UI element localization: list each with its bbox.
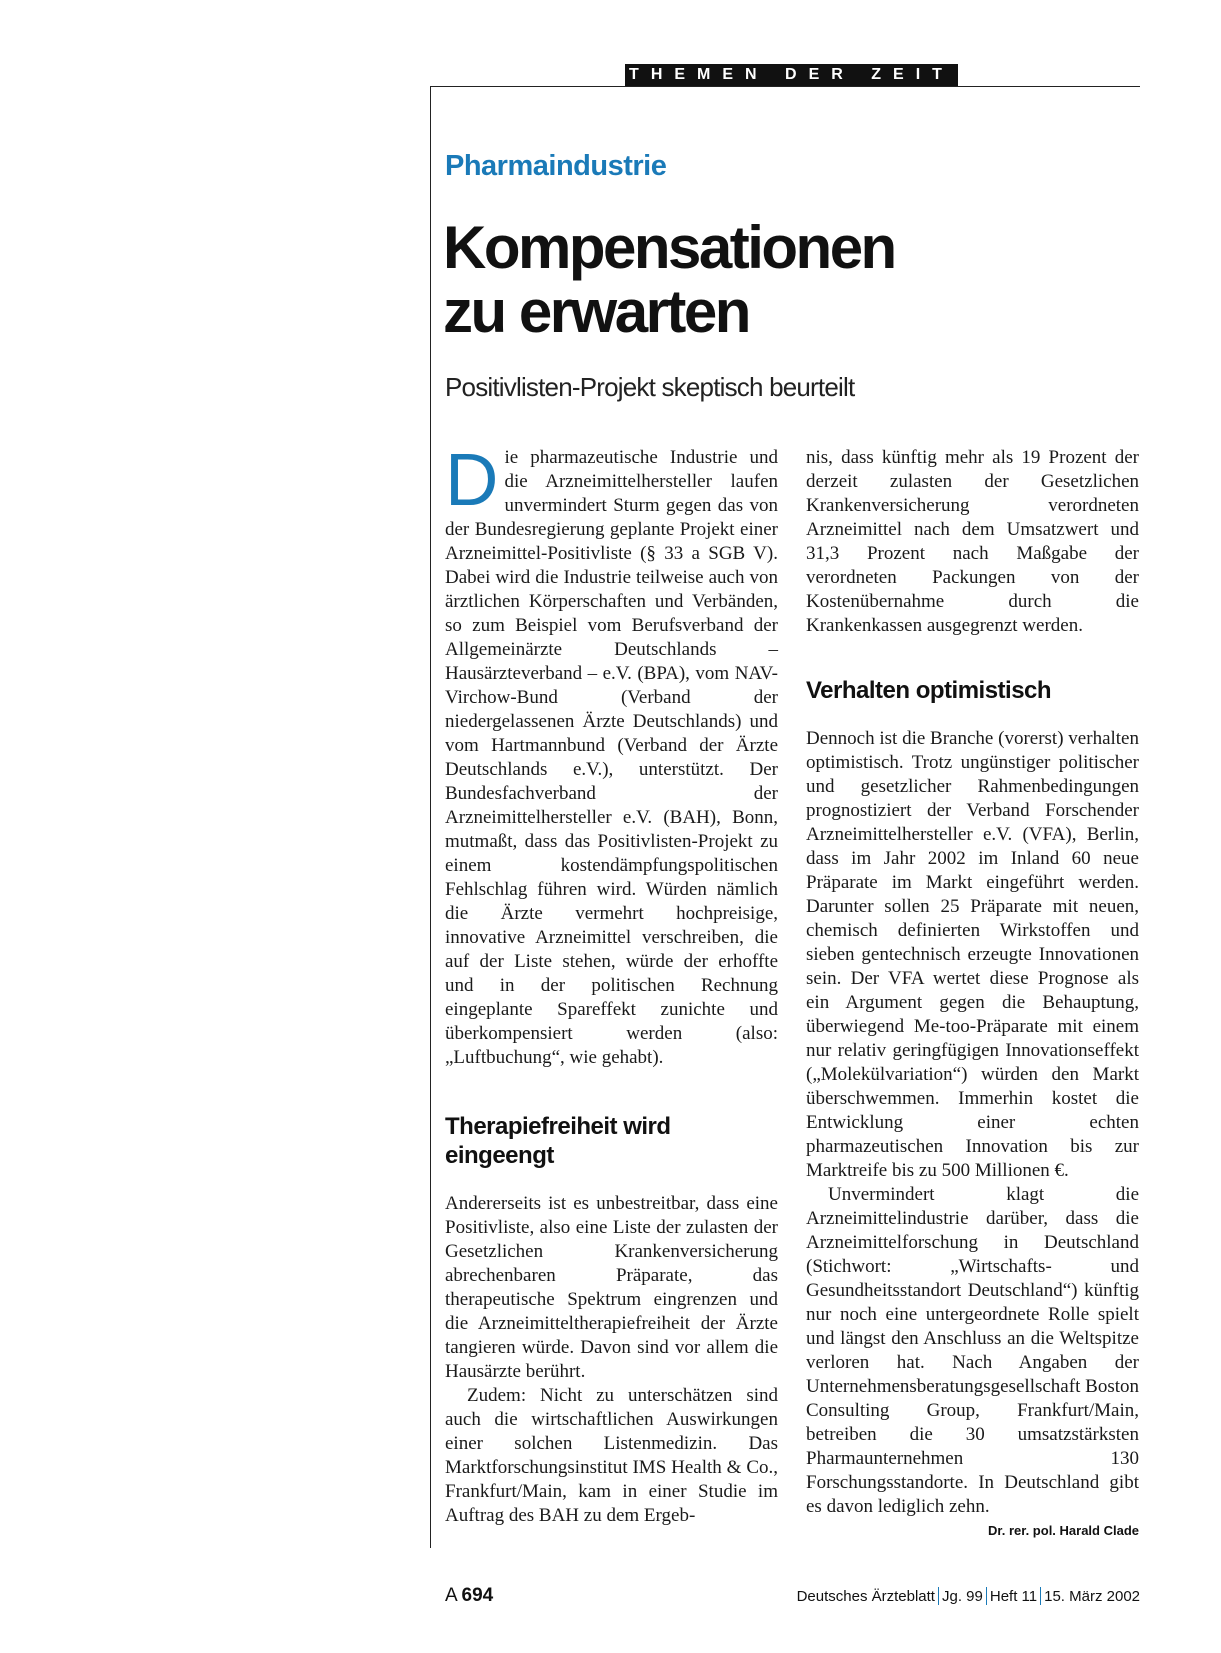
journal-volume: Jg. 99 (941, 1588, 983, 1605)
header-rule (430, 86, 1140, 87)
paragraph: Dennoch ist die Branche (vorerst) verhalten optimistisch. Trotz ungünstiger politischer und gesetzlicher Rahmenbedingungen prognostiziert der Verband Forschender Arzneimittelhersteller e.V. (VFA), Berlin, dass im Jahr 2002 im Inland 60 neue Präparate im Markt eingeführt werden. Darunter sollen 25 Präparate mit neuen, chemisch definierten Wirkstoffen und sieben gentechnisch erzeugte Innovationen sein. Der VFA wertet diese Prognose als ein Argument gegen die Behauptung, überwiegend Me-too-Präparate mit einem nur relativ geringfügigen Innovationseffekt („Molekülvariation“) würden den Markt überschwemmen. Immerhin kostet die Entwicklung einer echten pharmazeutischen Innovation bis zur Marktreife bis zu 500 Millionen €. (806, 728, 1139, 1181)
separator (1040, 1587, 1041, 1605)
column-rule (430, 86, 431, 1548)
paragraph-text: ie pharmazeutische Industrie und die Arzneimittelhersteller laufen unvermindert Sturm gegen das von der Bundesregierung geplante Projekt einer Arzneimittel-Positivliste (§ 33 a SGB V). Dabei wird die Industrie teilweise auch von ärztlichen Körperschaften und Verbänden, so zum Beispiel vom Berufsverband der Allgemeinärzte Deutschlands – Hausärzteverband – e.V. (BPA), vom NAV-Virchow-Bund (Verband der niedergelassenen Ärzte Deutschlands) und vom Hartmannbund (Verband der Ärzte Deutschlands e.V.), unterstützt. Der Bundesfachverband der Arzneimittelhersteller e.V. (BAH), Bonn, mutmaßt, dass das Positivlisten-Projekt zu einem kostendämpfungspolitischen Fehlschlag führen wird. Würden nämlich die Ärzte vermehrt hochpreisige, innovative Arzneimittel verschreiben, die auf der Liste stehen, würde der erhoffte und in der politischen Rechnung eingeplante Spareffekt zunichte und überkompensiert werden (also: „Luftbuchung“, wie gehabt). (445, 447, 778, 1068)
subheading: Therapiefreiheit wird eingeengt (445, 1113, 671, 1169)
page-prefix: A (445, 1585, 458, 1606)
journal-info (797, 1587, 1140, 1605)
headline-line-1: Kompensationen (443, 214, 895, 281)
paragraph-continued: nis, dass künftig mehr als 19 Prozent der derzeit zulasten der Gesetzlichen Krankenversicherung verordneten Arzneimittel nach dem Umsatzwert und 31,3 Prozent nach Maßgabe der verordneten Packungen von der Kostenübernahme durch die Krankenkassen ausgegrenzt werden. (806, 447, 1139, 636)
paragraph-text: Unvermindert klagt die Arzneimittelindustrie darüber, dass die Arzneimittelforschung in Deutschland (Stichwort: „Wirtschafts- und Gesundheitsstandort Deutschland“) künftig nur noch eine untergeordnete Rolle spielt und längst den Anschluss an die Weltspitze verloren hat. Nach Angaben der Unternehmensberatungsgesellschaft Boston Consulting Group, Frankfurt/Main, betreiben die 30 umsatzstärksten Pharmaunternehmen 130 Forschungsstandorte. In Deutschland gibt es davon lediglich zehn. (806, 1184, 1139, 1517)
journal-issue: Heft 11 (989, 1588, 1038, 1605)
section-tag: THEMEN DER ZEIT (625, 64, 958, 86)
paragraph: Andererseits ist es unbestreitbar, dass eine Positivliste, also eine Liste der zulasten der Gesetzlichen Krankenversicherung abrechenbaren Präparate, das therapeutische Spektrum eingrenzen und die Arzneimitteltherapiefreiheit der Ärzte tangieren würde. Davon sind vor allem die Hausärzte berührt. (445, 1193, 778, 1382)
paragraph: Zudem: Nicht zu unterschätzen sind auch die wirtschaftlichen Auswirkungen einer solchen Listenmedizin. Das Marktforschungsinstitut IMS Health & Co., Frankfurt/Main, kam in einer Studie im Auftrag des BAH zu dem Ergeb- (445, 1385, 778, 1526)
page-number (445, 1585, 493, 1607)
headline-line-2: zu erwarten (443, 278, 749, 345)
page-number-value: 694 (461, 1585, 494, 1606)
author-byline: Dr. rer. pol. Harald Clade (988, 1523, 1139, 1538)
separator (938, 1587, 939, 1605)
text-column-left (445, 438, 778, 1528)
journal-date: 15. März 2002 (1044, 1588, 1140, 1605)
subheading: Verhalten optimistisch (806, 677, 1052, 704)
article-subtitle: Positivlisten-Projekt skeptisch beurteilt (445, 372, 855, 402)
paragraph (806, 1183, 1139, 1538)
paragraph (445, 438, 778, 1070)
journal-name: Deutsches Ärzteblatt (796, 1588, 935, 1605)
article-kicker: Pharmaindustrie (445, 150, 667, 182)
article-headline (443, 216, 895, 344)
text-column-right (806, 446, 1139, 1543)
separator (986, 1587, 987, 1605)
dropcap: D (445, 438, 499, 521)
